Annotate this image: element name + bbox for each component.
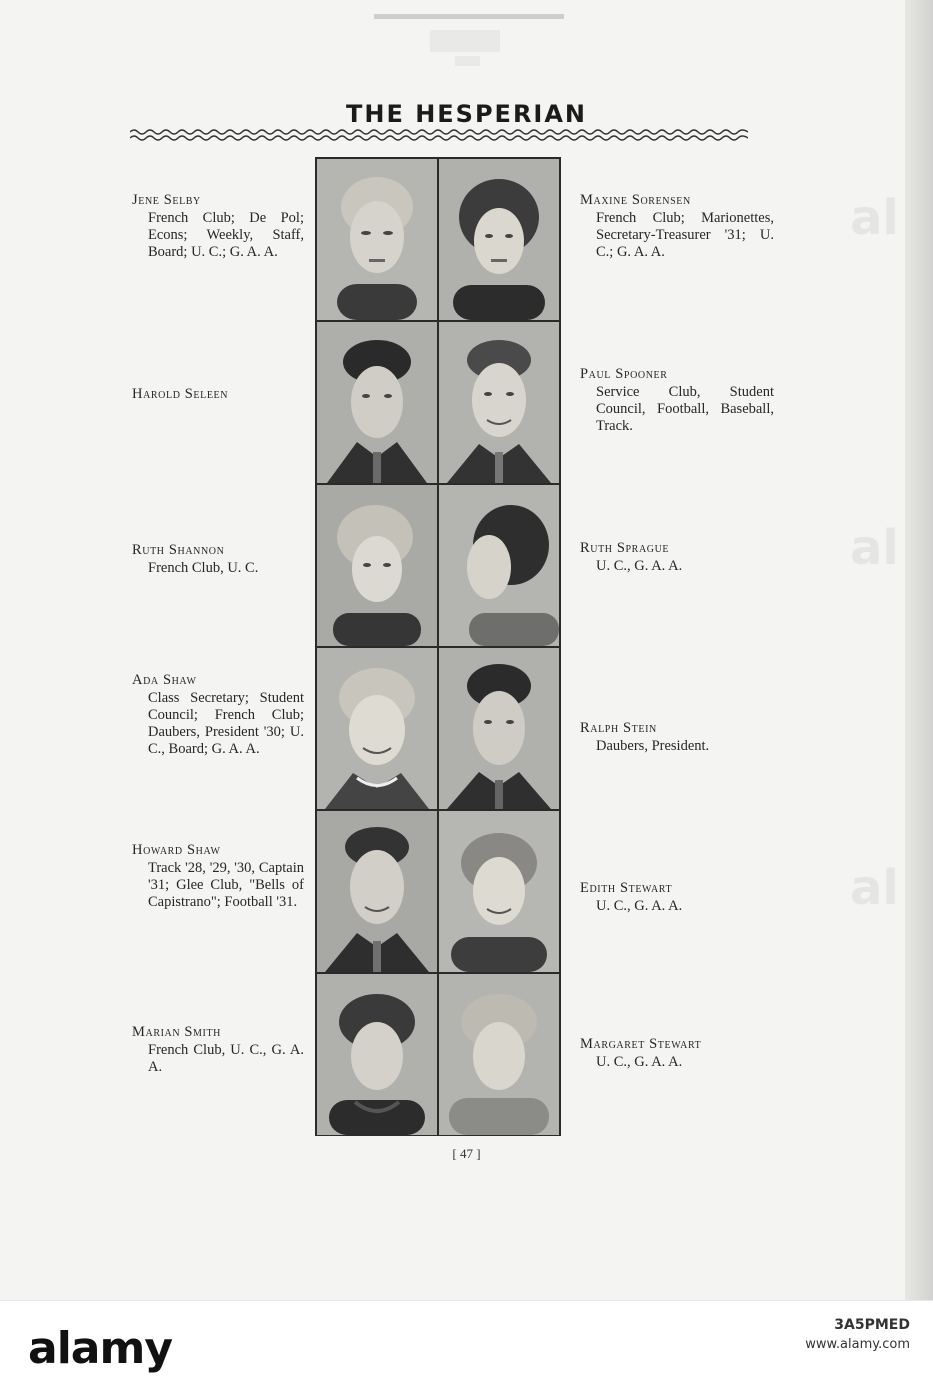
portrait-paul-spooner [439, 322, 559, 483]
student-activities: Daubers, President. [596, 738, 710, 754]
portrait-marian-smith [317, 974, 437, 1135]
portrait-margaret-stewart [439, 974, 559, 1135]
stock-logo: alamy [28, 1323, 172, 1374]
student-activities: Class Secretary; Student Council; French Club; Daubers, President '30; U. C., Board; G. A. A. [148, 690, 304, 757]
student-activities: U. C., G. A. A. [596, 1054, 683, 1070]
portrait-ralph-stein [439, 648, 559, 809]
portrait-howard-shaw [317, 811, 437, 972]
student-activities: U. C., G. A. A. [596, 898, 683, 914]
student-name: Howard Shaw [132, 842, 221, 858]
entry-marian-smith [132, 1024, 304, 1076]
entry-maxine-sorensen [580, 192, 774, 261]
portrait-harold-seleen [317, 322, 437, 483]
student-name: Maxine Sorensen [580, 192, 691, 208]
entry-ruth-sprague [580, 540, 774, 575]
student-activities: U. C., G. A. A. [596, 558, 683, 574]
student-activities: Track '28, '29, '30, Captain '31; Glee Club, "Bells of Capistrano"; Football '31. [148, 860, 304, 910]
student-name: Ralph Stein [580, 720, 657, 736]
portrait-jene-selby [317, 159, 437, 320]
watermark-fragment: al [850, 190, 899, 246]
portrait-ruth-shannon [317, 485, 437, 646]
student-activities: French Club, U. C. [148, 560, 259, 576]
student-name: Jene Selby [132, 192, 201, 208]
student-name: Ada Shaw [132, 672, 197, 688]
watermark-fragment: al [850, 860, 899, 916]
entry-howard-shaw [132, 842, 304, 911]
student-activities: Service Club, Student Council, Football, Baseball, Track. [596, 384, 774, 434]
student-activities: French Club, U. C., G. A. A. [148, 1042, 304, 1075]
watermark-fragment: al [850, 520, 899, 576]
student-activities: French Club; De Pol; Econs; Weekly, Staff, Board; U. C.; G. A. A. [148, 210, 304, 260]
student-name: Ruth Shannon [132, 542, 225, 558]
page-title: THE HESPERIAN [345, 100, 588, 128]
student-name: Margaret Stewart [580, 1036, 702, 1052]
student-name: Paul Spooner [580, 366, 668, 382]
entry-jene-selby [132, 192, 304, 261]
portrait-edith-stewart [439, 811, 559, 972]
student-name: Marian Smith [132, 1024, 221, 1040]
entry-harold-seleen [132, 386, 304, 404]
portrait-ada-shaw [317, 648, 437, 809]
portrait-ruth-sprague [439, 485, 559, 646]
page-edge-shadow [905, 0, 933, 1300]
student-name: Harold Seleen [132, 386, 229, 402]
portrait-maxine-sorensen [439, 159, 559, 320]
entry-margaret-stewart [580, 1036, 774, 1071]
stock-image-id: 3A5PMED [834, 1317, 910, 1333]
entry-paul-spooner [580, 366, 774, 435]
entry-edith-stewart [580, 880, 774, 915]
entry-ralph-stein [580, 720, 774, 755]
portrait-grid [315, 157, 561, 1136]
student-name: Edith Stewart [580, 880, 673, 896]
page-number: [ 47 ] [452, 1146, 481, 1161]
student-activities: French Club; Marionettes, Secretary-Treasurer '31; U. C.; G. A. A. [596, 210, 774, 260]
stock-footer [0, 1300, 933, 1391]
stock-url: www.alamy.com [805, 1337, 910, 1352]
stock-id-block [680, 1315, 910, 1355]
entry-ruth-shannon [132, 542, 304, 577]
faded-stamp-mark [370, 10, 570, 70]
entry-ada-shaw [132, 672, 304, 758]
student-name: Ruth Sprague [580, 540, 670, 556]
wavy-rule [130, 128, 748, 142]
